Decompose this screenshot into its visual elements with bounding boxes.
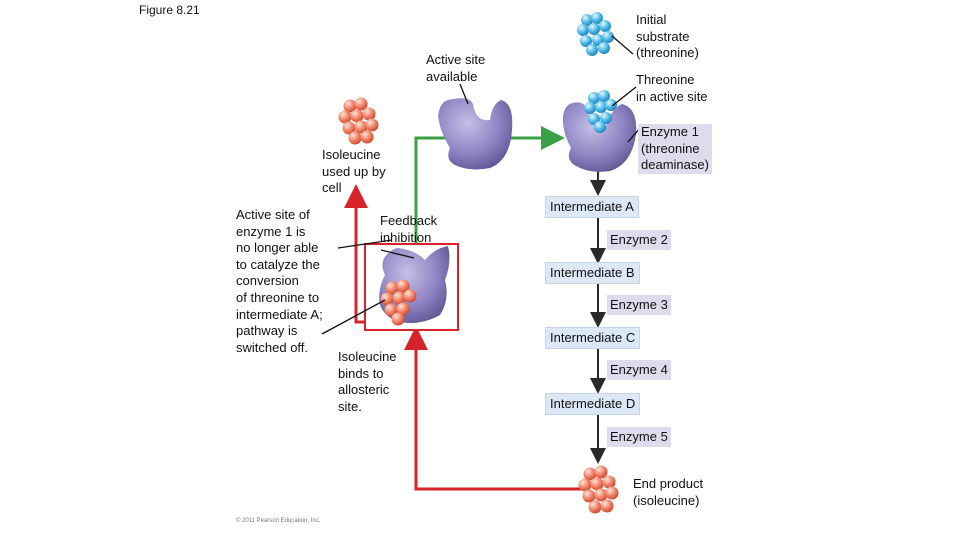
intermediate-c: Intermediate C bbox=[545, 327, 640, 349]
label-active-site-no-longer: Active site of enzyme 1 is no longer able to catalyze the conversion of threonine to intermediate A; pathway is switched off. bbox=[236, 207, 323, 355]
copyright-notice: © 2011 Pearson Education, Inc. bbox=[236, 518, 321, 524]
threonine-initial-cluster bbox=[577, 12, 614, 56]
intermediate-b: Intermediate B bbox=[545, 262, 640, 284]
label-enzyme1: Enzyme 1 (threonine deaminase) bbox=[638, 124, 712, 174]
enzyme-active-site-available bbox=[438, 98, 512, 169]
isoleucine-end-product-cluster bbox=[579, 466, 619, 514]
label-feedback-inhibition: Feedback inhibition bbox=[380, 213, 438, 245]
label-end-product: End product (isoleucine) bbox=[633, 476, 704, 508]
label-active-site-available: Active site available bbox=[426, 52, 486, 84]
label-enzyme5: Enzyme 5 bbox=[607, 427, 671, 447]
figure-label: Figure 8.21 bbox=[139, 3, 200, 17]
label-enzyme2: Enzyme 2 bbox=[607, 230, 671, 250]
label-initial-substrate: Initial substrate (threonine) bbox=[636, 12, 699, 60]
label-isoleucine-used-up: Isoleucine used up by cell bbox=[322, 147, 386, 195]
intermediate-a: Intermediate A bbox=[545, 196, 639, 218]
label-enzyme3: Enzyme 3 bbox=[607, 295, 671, 315]
label-isoleucine-binds: Isoleucine binds to allosteric site. bbox=[338, 349, 397, 414]
isoleucine-used-up-cluster bbox=[339, 98, 379, 145]
intermediate-d: Intermediate D bbox=[545, 393, 640, 415]
label-enzyme4: Enzyme 4 bbox=[607, 360, 671, 380]
label-threonine-in-active-site: Threonine in active site bbox=[636, 72, 708, 104]
